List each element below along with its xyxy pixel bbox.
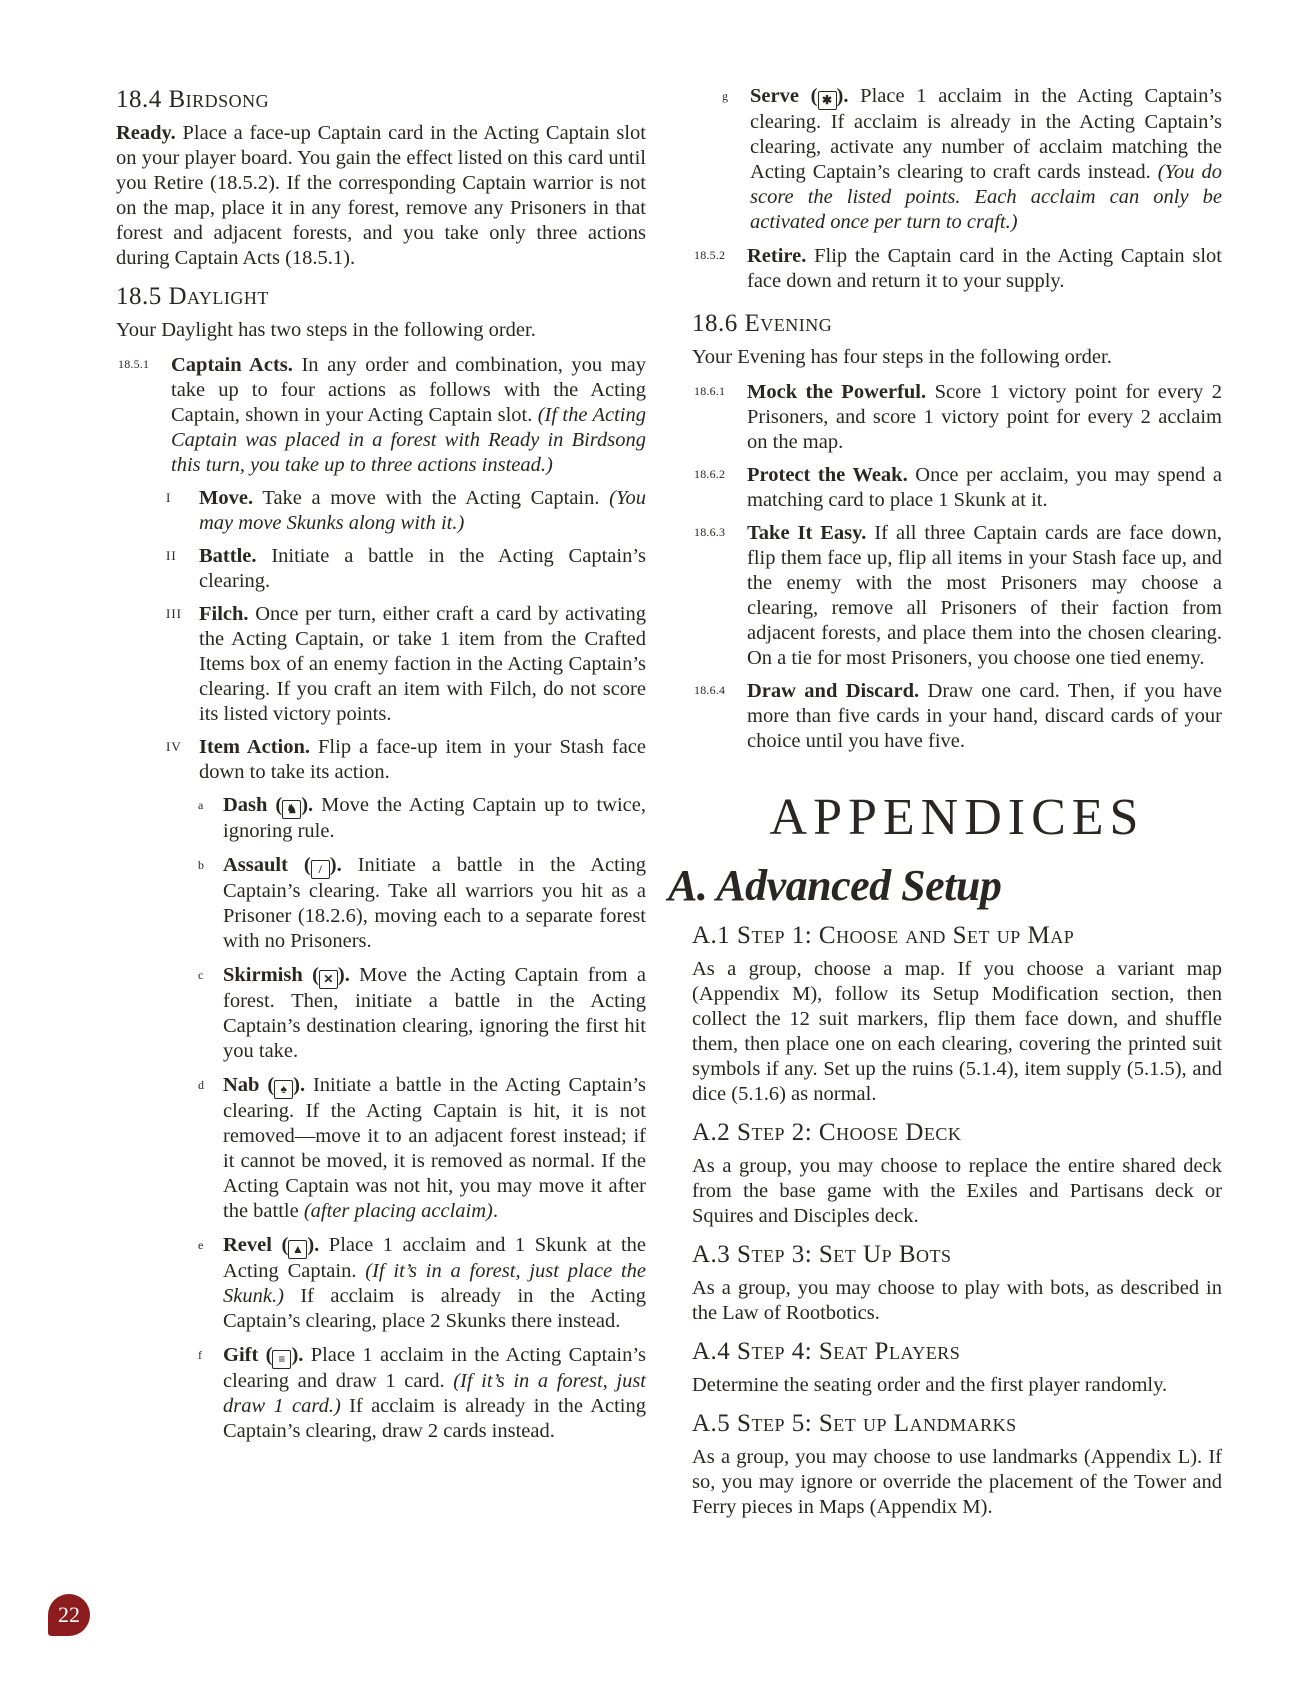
daylight-intro: Your Daylight has two steps in the following order. (116, 319, 536, 341)
text-a3: As a group, you may choose to play with bots, as described in the Law of Rootbotics. (692, 1277, 1222, 1324)
action-move (116, 486, 646, 536)
term-battle: Battle. (199, 545, 257, 567)
advanced-setup-title: A. Advanced Setup (668, 861, 1002, 910)
term-gift: Gift ( (223, 1344, 273, 1366)
mock-paragraph (747, 380, 1222, 455)
roman-numeral: II (166, 548, 177, 563)
term-close: ). (337, 964, 350, 986)
item-dash (116, 793, 646, 844)
easy-paragraph (747, 521, 1222, 671)
term-filch: Filch. (199, 603, 249, 625)
right-column (668, 84, 1222, 1530)
item-action-text: Flip a face-up item in your Stash face down to take its action. (199, 736, 646, 783)
section-heading-evening: 18.6 Evening (692, 310, 833, 337)
term-take-it-easy: Take It Easy. (747, 522, 867, 544)
action-battle (116, 544, 646, 594)
text-a5: As a group, you may choose to use landmarks (Appendix L). If so, you may ignore or override the placement of the Tower and Ferry pieces in Maps (Appendix M). (692, 1446, 1222, 1518)
rule-18-6-4 (692, 679, 1222, 754)
move-note: (You may move Skunks along with it.) (199, 487, 646, 534)
letter-label: c (198, 968, 204, 982)
text-a2: As a group, you may choose to replace the entire shared deck from the base game with the Exiles and Partisans deck or Squires and Disciples deck. (692, 1155, 1222, 1227)
serve-paragraph (750, 84, 1222, 235)
sword-icon: / (311, 860, 330, 879)
rule-number: 18.6.3 (694, 525, 726, 539)
term-item-action: Item Action. (199, 736, 311, 758)
rule-18-6-3 (692, 521, 1222, 671)
text-a1: As a group, choose a map. If you choose a variant map (Appendix M), follow its Setup Modification section, then collect the 12 suit markers, flip them face down, and shuffle them, then place one on each clearing, covering the printed suit symbols if any. Set up the ruins (5.1.4), item supply (5.1.5), and dice (5.1.6) as normal. (692, 958, 1222, 1105)
hammer-icon: ✱ (818, 91, 837, 110)
move-text: Take a move with the Acting Captain. (253, 487, 610, 509)
item-assault (116, 853, 646, 954)
term-revel: Revel ( (223, 1234, 289, 1256)
page-number-badge: 22 (48, 1594, 90, 1636)
roman-numeral: I (166, 490, 172, 505)
draw-paragraph (747, 679, 1222, 754)
filch-paragraph (199, 602, 646, 727)
boot-icon: ♞ (282, 800, 301, 819)
rule-number: 18.5.1 (118, 357, 150, 371)
skirmish-text: Move the Acting Captain from a forest. Then, initiate a battle in the Acting Captain’s destination clearing, ignoring the first hit you take. (223, 964, 647, 1062)
captain-acts-paragraph (171, 353, 646, 478)
item-action-paragraph (199, 735, 646, 785)
section-heading-daylight: 18.5 Daylight (116, 283, 269, 310)
heading-a3: A.3 Step 3: Set Up Bots (692, 1241, 952, 1268)
gift-paragraph (223, 1343, 646, 1444)
left-column (116, 84, 646, 1453)
torch-icon: ▲ (288, 1240, 307, 1259)
item-skirmish (116, 963, 646, 1064)
letter-label: f (198, 1348, 202, 1362)
heading-a1: A.1 Step 1: Choose and Set up Map (692, 922, 1075, 949)
letter-label: a (198, 798, 204, 812)
revel-note: (If it’s in a forest, just place the Skunk.) (223, 1260, 646, 1307)
revel-text: Place 1 acclaim and 1 Skunk at the Acting Captain. (223, 1234, 646, 1282)
term-close: ). (301, 794, 314, 816)
heading-a2: A.2 Step 2: Choose Deck (692, 1119, 962, 1146)
term-close: ). (293, 1074, 306, 1096)
term-move: Move. (199, 487, 254, 509)
rule-number: 18.6.1 (694, 384, 726, 398)
filch-text: Once per turn, either craft a card by activating the Acting Captain, or take 1 item from the Crafted Items box of an enemy faction in the Acting Captain’s clearing. If you craft an item with Filch, do not score its listed victory points. (199, 603, 646, 725)
paragraph-ready (116, 121, 646, 271)
retire-paragraph (747, 244, 1222, 294)
term-close: ). (329, 854, 342, 876)
roman-numeral: III (166, 606, 182, 621)
gift-text-2: If acclaim is already in the Acting Captain’s clearing, draw 2 cards instead. (223, 1395, 647, 1442)
gift-note: (If it’s in a forest, just draw 1 card.) (223, 1370, 646, 1417)
term-draw-discard: Draw and Discard. (747, 680, 920, 702)
term-close: ). (836, 85, 849, 107)
term-captain-acts: Captain Acts. (171, 354, 293, 376)
letter-label: b (198, 858, 204, 872)
nab-paragraph (223, 1073, 646, 1224)
text-a4: Determine the seating order and the first player randomly. (692, 1374, 1168, 1396)
rule-number: 18.6.4 (694, 683, 726, 697)
term-serve: Serve ( (750, 85, 818, 107)
gift-text: Place 1 acclaim in the Acting Captain’s clearing and draw 1 card. (223, 1344, 647, 1392)
dash-text: Move the Acting Captain up to twice, ignoring rule. (223, 794, 646, 842)
evening-intro: Your Evening has four steps in the following order. (692, 346, 1112, 368)
captain-acts-text: In any order and combination, you may take up to four actions as follows with the Acting Captain, shown in your Acting Captain slot. (171, 354, 646, 426)
action-filch (116, 602, 646, 727)
term-protect: Protect the Weak. (747, 464, 908, 486)
skirmish-paragraph (223, 963, 646, 1064)
rule-18-6-1 (692, 380, 1222, 455)
term-dash: Dash ( (223, 794, 283, 816)
nab-end: . (492, 1200, 498, 1222)
nab-text: Initiate a battle in the Acting Captain’s clearing. If the Acting Captain is hit, it is not removed—move it to an adjacent forest instead; if it cannot be moved, it is removed as normal. If the Acting Captain was not hit, you may move it after the battle (223, 1074, 646, 1222)
ready-text: Place a face-up Captain card in the Acting Captain slot on your player board. You gain the effect listed on this card until you Retire (18.5.2). If the corresponding Captain warrior is not on the map, place it in any forest, remove any Prisoners in that forest and adjacent forests, and you take only three actions during Captain Acts (18.5.1). (116, 122, 646, 269)
rule-number: 18.6.2 (694, 467, 726, 481)
serve-note: (You do score the listed points. Each acclaim can only be activated once per turn to craft.) (750, 161, 1222, 233)
protect-text: Once per acclaim, you may spend a matching card to place 1 Skunk at it. (747, 464, 1222, 511)
retire-text: Flip the Captain card in the Acting Captain slot face down and return it to your supply. (747, 245, 1222, 292)
rule-18-5-1 (116, 353, 646, 478)
rule-18-5-2 (692, 244, 1222, 294)
appendices-title: APPENDICES (769, 789, 1145, 846)
easy-text: If all three Captain cards are face down, flip them face up, flip all items in your Stash face up, and the enemy with the most Prisoners may choose a clearing, remove all Prisoners of their faction from adjacent forests, and place them into the chosen clearing. On a tie for most Prisoners, you choose one tied enemy. (747, 522, 1222, 669)
term-close: ). (291, 1344, 304, 1366)
captain-acts-note: (If the Acting Captain was placed in a forest with Ready in Birdsong this turn, you take up to three actions instead.) (171, 404, 646, 476)
letter-label: g (722, 89, 728, 103)
roman-numeral: IV (166, 739, 182, 754)
action-item-action (116, 735, 646, 785)
nab-note: (after placing acclaim) (303, 1200, 493, 1222)
term-close: ). (307, 1234, 320, 1256)
rule-18-6-2 (692, 463, 1222, 513)
term-assault: Assault ( (223, 854, 311, 876)
item-revel (116, 1233, 646, 1334)
term-nab: Nab ( (223, 1074, 275, 1096)
crossbow-icon: ✕ (319, 970, 338, 989)
dash-paragraph (223, 793, 646, 844)
term-ready: Ready. (116, 122, 176, 144)
section-heading-birdsong: 18.4 Birdsong (116, 86, 270, 113)
mock-text: Score 1 victory point for every 2 Prisoners, and score 1 victory point for every 2 acclaim on the map. (747, 381, 1222, 453)
item-serve (692, 84, 1222, 235)
item-nab (116, 1073, 646, 1224)
draw-text: Draw one card. Then, if you have more than five cards in your hand, discard cards of your choice until you have five. (747, 680, 1222, 752)
term-retire: Retire. (747, 245, 807, 267)
protect-paragraph (747, 463, 1222, 513)
term-skirmish: Skirmish ( (223, 964, 319, 986)
serve-text: Place 1 acclaim in the Acting Captain’s clearing. If acclaim is already in the Acting Captain’s clearing, activate any number of acclaim matching the Acting Captain’s clearing to craft cards instead. (750, 85, 1222, 183)
move-paragraph (199, 486, 646, 536)
revel-paragraph (223, 1233, 646, 1334)
rule-number: 18.5.2 (694, 248, 726, 262)
tea-icon: ≡ (272, 1350, 291, 1369)
item-gift (116, 1343, 646, 1444)
battle-paragraph (199, 544, 646, 594)
assault-text: Initiate a battle in the Acting Captain’s clearing. Take all warriors you hit as a Prisoner (18.2.6), moving each to a separate forest with no Prisoners. (223, 854, 647, 952)
assault-paragraph (223, 853, 646, 954)
term-mock: Mock the Powerful. (747, 381, 927, 403)
letter-label: e (198, 1238, 204, 1252)
heading-a4: A.4 Step 4: Seat Players (692, 1338, 961, 1365)
heading-a5: A.5 Step 5: Set up Landmarks (692, 1410, 1017, 1437)
revel-text-2: If acclaim is already in the Acting Captain’s clearing, place 2 Skunks there instead. (223, 1285, 646, 1332)
letter-label: d (198, 1078, 204, 1092)
bag-icon: ♠ (274, 1080, 293, 1099)
battle-text: Initiate a battle in the Acting Captain’s clearing. (199, 545, 646, 592)
